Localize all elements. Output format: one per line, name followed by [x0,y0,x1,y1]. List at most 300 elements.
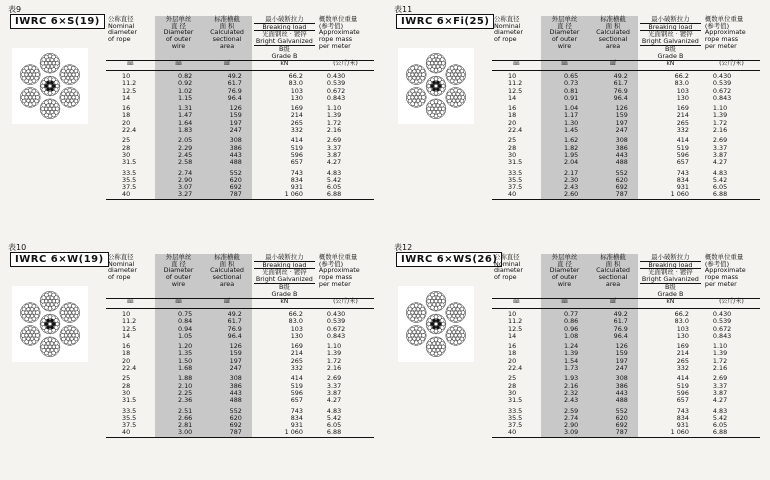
col-breaking-load [252,254,317,299]
nominal-diameter-cell: 40 [508,428,517,437]
nominal-diameter-cell: 10 [122,310,131,318]
sectional-area-cell: 692 [588,184,638,191]
sectional-area-cell: 61.7 [588,80,638,87]
col3-en-1: Calculated [596,266,630,275]
nominal-diameter-cell: 20 [508,356,517,365]
outer-wire-diameter-cell: 2.81 [155,422,202,429]
col3-en-1: Calculated [596,28,630,37]
rope-mass-cell: 4.27 [712,158,728,167]
nominal-diameter-cell: 10 [122,72,131,80]
nominal-diameter-cell: 33.5 [122,168,137,177]
outer-wire-diameter-cell: 2.17 [541,170,588,177]
table-row [492,127,760,134]
nominal-diameter-cell: 20 [122,356,131,365]
sectional-area-cell: 126 [588,343,638,350]
unit-kn: kN [638,299,703,309]
nominal-diameter-cell: 28 [508,143,517,152]
col4-sub-en: Bright Galvanized [640,276,701,284]
nominal-diameter-cell: 10 [508,72,517,80]
nominal-diameter-cell: 30 [508,388,517,397]
sectional-area-cell: 692 [202,422,252,429]
rope-mass-cell: 1.72 [712,356,728,365]
col3-cn-2: 面 积 [219,21,235,30]
unit-mm2: ㎟ [588,299,638,309]
col4-sub-cn: 光面钢丝 · 镀锌 [648,30,693,39]
col3-cn-2: 面 积 [605,259,621,268]
col1-cn: 公称直径 [494,15,520,23]
table-title: IWRC 6×S(19) [10,14,105,29]
outer-wire-diameter-cell: 3.00 [155,429,202,436]
unit-mm2: ㎟ [588,61,638,71]
breaking-load-cell: 1 060 [284,428,303,437]
col-nominal-diameter [492,254,541,299]
table-row [106,397,374,404]
col5-cn-2: (参考值) [704,259,730,268]
rope-mass-cell: 1.10 [712,104,728,113]
col3-en-3: area [219,279,235,288]
outer-wire-diameter-cell: 1.39 [541,350,588,357]
rope-mass-cell: 1.39 [326,349,342,358]
sectional-area-cell: 386 [588,145,638,152]
col1-en-3: of rope [108,35,131,44]
unit-mm: ㎜ [492,61,541,71]
outer-wire-diameter-cell: 0.86 [541,318,588,325]
nominal-diameter-cell: 25 [122,136,131,145]
col2-en-3: wire [171,279,186,288]
rope-mass-cell: 0.672 [712,324,732,333]
rope-mass-cell: 1.10 [326,342,342,351]
outer-wire-diameter-cell: 1.47 [155,112,202,119]
breaking-load-cell: 83.0 [674,317,689,326]
outer-wire-diameter-cell: 1.82 [541,145,588,152]
rope-mass-cell: 0.539 [326,79,346,88]
sectional-area-cell: 126 [202,343,252,350]
nominal-diameter-cell: 18 [508,349,517,358]
col2-cn-2: 直 径 [171,259,186,268]
nominal-diameter-cell: 14 [508,331,517,340]
table-title: IWRC 6×WS(26) [396,252,502,267]
outer-wire-diameter-cell: 0.92 [155,80,202,87]
col-outer-wire-diameter [155,16,202,61]
rope-mass-cell: 3.87 [326,150,342,159]
outer-wire-diameter-cell: 1.15 [155,95,202,102]
col4-grade-en: Grade B [271,289,298,298]
col5-en-2: rope mass [318,273,353,282]
nominal-diameter-cell: 40 [122,428,131,437]
col2-en-1: Diameter [163,28,194,37]
sectional-area-cell: 308 [202,137,252,144]
unit-mm: ㎜ [541,61,588,71]
rope-mass-cell: 1.72 [712,118,728,127]
col1-en-3: of rope [494,273,517,282]
rope-mass-cell: 4.83 [326,406,342,415]
breaking-load-cell: 657 [290,158,303,167]
unit-kg-per-m: (公斤/米) [703,299,760,309]
breaking-load-cell: 596 [290,388,303,397]
breaking-load-cell: 743 [676,168,689,177]
breaking-load-cell: 214 [290,349,303,358]
table-row [492,159,760,166]
breaking-load-cell: 66.2 [674,310,689,318]
col2-en-2: of outer [551,273,578,282]
col4-grade-cn: B级 [665,44,676,53]
rope-mass-cell: 0.430 [326,72,346,80]
sectional-area-cell: 308 [588,375,638,382]
breaking-load-cell: 657 [290,396,303,405]
breaking-load-cell: 931 [290,421,303,430]
rope-cross-section-icon [398,286,474,362]
nominal-diameter-cell: 16 [508,104,517,113]
rope-data-table [106,254,374,438]
sectional-area-cell: 308 [202,375,252,382]
outer-wire-diameter-cell: 0.91 [541,95,588,102]
outer-wire-diameter-cell: 1.02 [155,88,202,95]
outer-wire-diameter-cell: 2.29 [155,145,202,152]
rope-mass-cell: 0.843 [326,331,346,340]
nominal-diameter-cell: 16 [508,342,517,351]
unit-mm: ㎜ [106,61,155,71]
sectional-area-cell: 552 [202,408,252,415]
unit-mm: ㎜ [541,299,588,309]
outer-wire-diameter-cell: 2.36 [155,397,202,404]
col4-cn: 最小破断拉力 [254,254,315,262]
table-row [106,429,374,436]
breaking-load-cell: 265 [676,356,689,365]
rope-mass-cell: 0.539 [326,317,346,326]
rope-mass-cell: 4.83 [712,406,728,415]
table-row [492,95,760,102]
sectional-area-cell: 787 [588,429,638,436]
table-number: 表11 [394,5,413,14]
breaking-load-cell: 414 [290,374,303,383]
table-row [106,159,374,166]
rope-mass-cell: 6.88 [712,190,728,199]
col-sectional-area [202,16,252,61]
nominal-diameter-cell: 18 [508,111,517,120]
breaking-load-cell: 332 [290,364,303,373]
col5-en-1: Approximate [318,266,360,275]
nominal-diameter-cell: 22.4 [508,126,523,135]
rope-mass-cell: 3.87 [326,388,342,397]
rope-mass-cell: 1.10 [326,104,342,113]
breaking-load-cell: 931 [290,183,303,192]
col3-cn-1: 标准横截 [600,253,626,261]
col-rope-mass [317,254,374,299]
breaking-load-cell: 265 [676,118,689,127]
col1-en-1: Nominal [494,21,521,30]
col4-en: Breaking load [640,24,701,32]
rope-mass-cell: 6.88 [326,428,342,437]
nominal-diameter-cell: 33.5 [508,406,523,415]
breaking-load-cell: 332 [290,126,303,135]
outer-wire-diameter-cell: 1.54 [541,358,588,365]
breaking-load-cell: 83.0 [288,317,303,326]
nominal-diameter-cell: 35.5 [508,175,523,184]
rope-mass-cell: 0.843 [712,331,732,340]
sectional-area-cell: 787 [588,191,638,198]
col-sectional-area [588,254,638,299]
sectional-area-cell: 552 [588,170,638,177]
nominal-diameter-cell: 31.5 [122,396,137,405]
sectional-area-cell: 159 [588,112,638,119]
col1-cn: 公称直径 [494,253,520,261]
rope-mass-cell: 0.430 [712,72,732,80]
col5-en-1: Approximate [704,28,746,37]
outer-wire-diameter-cell: 3.09 [541,429,588,436]
rope-mass-cell: 1.39 [712,349,728,358]
table-title: IWRC 6×W(19) [10,252,109,267]
rope-cross-section-icon [398,48,474,124]
outer-wire-diameter-cell: 1.05 [155,333,202,340]
outer-wire-diameter-cell: 0.94 [155,326,202,333]
nominal-diameter-cell: 35.5 [508,413,523,422]
sectional-area-cell: 386 [202,383,252,390]
table-row [492,365,760,372]
sectional-area-cell: 488 [202,159,252,166]
sectional-area-cell: 76.9 [588,88,638,95]
breaking-load-cell: 130 [676,93,689,102]
col1-en-2: diameter [108,28,137,37]
nominal-diameter-cell: 30 [122,150,131,159]
sectional-area-cell: 76.9 [202,326,252,333]
col3-cn-2: 面 积 [605,21,621,30]
sectional-area-cell: 197 [202,358,252,365]
col4-sub-en: Bright Galvanized [254,38,315,46]
unit-kn: kN [252,61,317,71]
sectional-area-cell: 620 [588,415,638,422]
breaking-load-cell: 657 [676,158,689,167]
outer-wire-diameter-cell: 2.16 [541,383,588,390]
nominal-diameter-cell: 12.5 [122,324,137,333]
outer-wire-diameter-cell: 1.45 [541,127,588,134]
table-number: 表9 [8,5,22,14]
unit-kn: kN [638,61,703,71]
sectional-area-cell: 76.9 [202,88,252,95]
col2-cn-1: 外层单丝 [551,253,578,261]
col2-en-1: Diameter [549,28,580,37]
outer-wire-diameter-cell: 1.83 [155,127,202,134]
table-row [106,127,374,134]
outer-wire-diameter-cell: 2.59 [541,408,588,415]
rope-mass-cell: 0.672 [326,86,346,95]
col5-en-3: per meter [704,279,737,288]
breaking-load-cell: 103 [290,86,303,95]
breaking-load-cell: 743 [290,406,303,415]
breaking-load-cell: 414 [676,136,689,145]
breaking-load-cell: 103 [290,324,303,333]
col-breaking-load [252,16,317,61]
col5-cn-1: 概数单位重量 [318,253,358,261]
col3-cn-1: 标准横截 [214,15,240,23]
col-nominal-diameter [106,254,155,299]
sectional-area-cell: 386 [202,145,252,152]
breaking-load-cell: 414 [290,136,303,145]
rope-mass-cell: 3.87 [712,150,728,159]
rope-mass-cell: 5.42 [326,175,342,184]
table-block-11 [392,4,762,234]
outer-wire-diameter-cell: 3.27 [155,191,202,198]
col1-en-2: diameter [494,266,523,275]
nominal-diameter-cell: 28 [508,381,517,390]
sectional-area-cell: 247 [588,365,638,372]
breaking-load-cell: 834 [290,413,303,422]
nominal-diameter-cell: 12.5 [508,324,523,333]
col-breaking-load [638,16,703,61]
breaking-load-cell: 519 [290,143,303,152]
rope-mass-cell: 6.05 [326,421,342,430]
col2-en-1: Diameter [549,266,580,275]
breaking-load-cell: 103 [676,324,689,333]
col2-cn-1: 外层单丝 [165,253,192,261]
unit-mm: ㎜ [492,299,541,309]
rope-mass-cell: 2.69 [712,374,728,383]
nominal-diameter-cell: 30 [508,150,517,159]
outer-wire-diameter-cell: 2.74 [541,415,588,422]
sectional-area-cell: 443 [588,390,638,397]
col3-cn-1: 标准横截 [600,15,626,23]
col4-en: Breaking load [254,24,315,32]
sectional-area-cell: 620 [202,415,252,422]
nominal-diameter-cell: 28 [122,381,131,390]
col-outer-wire-diameter [155,254,202,299]
table-title: IWRC 6×Fi(25) [396,14,494,29]
rope-mass-cell: 2.16 [326,126,342,135]
col4-grade-en: Grade B [657,289,684,298]
col3-en-3: area [605,41,621,50]
col4-grade-en: Grade B [271,51,298,60]
sectional-area-cell: 692 [202,184,252,191]
col4-sub-en: Bright Galvanized [640,38,701,46]
col-outer-wire-diameter [541,254,588,299]
rope-cross-section-icon [12,286,88,362]
breaking-load-cell: 743 [676,406,689,415]
nominal-diameter-cell: 31.5 [508,396,523,405]
col5-en-1: Approximate [704,266,746,275]
nominal-diameter-cell: 14 [122,331,131,340]
nominal-diameter-cell: 14 [508,93,517,102]
sectional-area-cell: 49.2 [202,73,252,80]
breaking-load-cell: 834 [676,175,689,184]
col2-cn-2: 直 径 [171,21,186,30]
rope-mass-cell: 0.430 [326,310,346,318]
outer-wire-diameter-cell: 2.45 [155,152,202,159]
sectional-area-cell: 61.7 [202,318,252,325]
rope-mass-cell: 0.843 [326,93,346,102]
sectional-area-cell: 49.2 [588,73,638,80]
col4-cn: 最小破断拉力 [640,254,701,262]
sectional-area-cell: 552 [588,408,638,415]
outer-wire-diameter-cell: 0.65 [541,73,588,80]
outer-wire-diameter-cell: 2.58 [155,159,202,166]
col-sectional-area [202,254,252,299]
table-number: 表12 [394,243,413,252]
outer-wire-diameter-cell: 0.75 [155,311,202,318]
breaking-load-cell: 1 060 [284,190,303,199]
col2-en-2: of outer [551,35,578,44]
outer-wire-diameter-cell: 2.04 [541,159,588,166]
rope-mass-cell: 1.39 [712,111,728,120]
col3-en-1: Calculated [210,28,244,37]
sectional-area-cell: 443 [202,152,252,159]
sectional-area-cell: 76.9 [588,326,638,333]
outer-wire-diameter-cell: 1.95 [541,152,588,159]
nominal-diameter-cell: 16 [122,104,131,113]
sectional-area-cell: 61.7 [202,80,252,87]
col-rope-mass [317,16,374,61]
nominal-diameter-cell: 35.5 [122,413,137,422]
sectional-area-cell: 488 [588,159,638,166]
sectional-area-cell: 443 [202,390,252,397]
outer-wire-diameter-cell: 1.17 [541,112,588,119]
nominal-diameter-cell: 33.5 [122,406,137,415]
col-nominal-diameter [106,16,155,61]
unit-mm2: ㎟ [202,61,252,71]
col5-cn-2: (参考值) [318,259,344,268]
sectional-area-cell: 488 [202,397,252,404]
col4-sub-cn: 光面钢丝 · 镀锌 [262,268,307,277]
outer-wire-diameter-cell: 1.62 [541,137,588,144]
col4-sub-cn: 光面钢丝 · 镀锌 [648,268,693,277]
col1-en-1: Nominal [108,21,135,30]
col2-cn-2: 直 径 [557,259,572,268]
breaking-load-cell: 169 [290,342,303,351]
breaking-load-cell: 743 [290,168,303,177]
sectional-area-cell: 197 [588,358,638,365]
col2-en-3: wire [171,41,186,50]
sectional-area-cell: 49.2 [588,311,638,318]
outer-wire-diameter-cell: 2.43 [541,184,588,191]
unit-mm: ㎜ [155,299,202,309]
nominal-diameter-cell: 11.2 [122,317,137,326]
outer-wire-diameter-cell: 1.35 [155,350,202,357]
col5-cn-1: 概数单位重量 [704,15,744,23]
breaking-load-cell: 103 [676,86,689,95]
col1-cn: 公称直径 [108,15,134,23]
breaking-load-cell: 66.2 [674,72,689,80]
outer-wire-diameter-cell: 1.64 [155,120,202,127]
col2-en-3: wire [557,279,572,288]
outer-wire-diameter-cell: 1.20 [155,343,202,350]
outer-wire-diameter-cell: 2.30 [541,177,588,184]
table-row [106,365,374,372]
unit-kn: kN [252,299,317,309]
sectional-area-cell: 96.4 [588,95,638,102]
outer-wire-diameter-cell: 2.74 [155,170,202,177]
breaking-load-cell: 169 [676,342,689,351]
rope-mass-cell: 3.37 [712,143,728,152]
table-block-9 [6,4,376,234]
sectional-area-cell: 159 [202,112,252,119]
outer-wire-diameter-cell: 0.73 [541,80,588,87]
nominal-diameter-cell: 20 [508,118,517,127]
nominal-diameter-cell: 22.4 [508,364,523,373]
col4-grade-cn: B级 [279,44,290,53]
col3-en-2: sectional [212,273,242,282]
col5-cn-1: 概数单位重量 [704,253,744,261]
outer-wire-diameter-cell: 0.77 [541,311,588,318]
nominal-diameter-cell: 16 [122,342,131,351]
nominal-diameter-cell: 11.2 [508,317,523,326]
outer-wire-diameter-cell: 1.08 [541,333,588,340]
sectional-area-cell: 247 [202,365,252,372]
table-row [492,333,760,340]
sectional-area-cell: 620 [202,177,252,184]
rope-mass-cell: 6.05 [326,183,342,192]
breaking-load-cell: 834 [676,413,689,422]
rope-mass-cell: 0.430 [712,310,732,318]
outer-wire-diameter-cell: 2.90 [155,177,202,184]
nominal-diameter-cell: 12.5 [508,86,523,95]
